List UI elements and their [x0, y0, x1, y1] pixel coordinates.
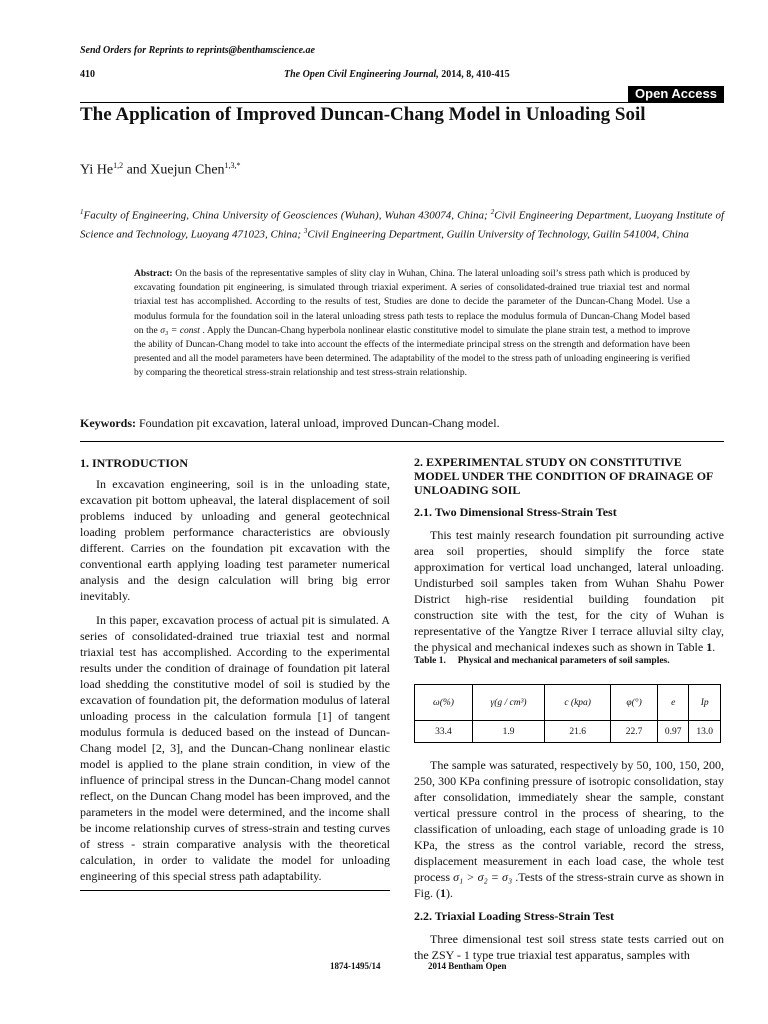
table-header-cell: γ(g / cm³) [472, 685, 544, 721]
table-cell: 22.7 [611, 721, 658, 743]
journal-reference: 2014, 8, 410-415 [438, 69, 510, 80]
table-header-cell: Ip [689, 685, 721, 721]
author-1-affil-mark: 1,2 [113, 161, 124, 170]
author-line [80, 161, 241, 179]
table-cell: 1.9 [472, 721, 544, 743]
table-header-cell: φ(°) [611, 685, 658, 721]
section-2-1-paragraph-2: The sample was saturated, respectively by 50, 100, 150, 200, 250, 300 KPa confining pressure of isotropic consolidation, stay after consolidation, immediately shear the sample, constant vertical pressure control in the process of shearing, to the classification of unloading, each stage of unloading grade is 10 KPa, the stress as the control variable, record the stress, displacement measurement in each load case, the whole test process σ₁ > σ₂ = σ₃ .Tests of the stress-strain curve as shown in Fig. (1). [414, 758, 724, 900]
right-column [414, 455, 724, 655]
affiliation-1: Faculty of Engineering, China University of Geosciences (Wuhan), Wuhan 430074, China; [83, 209, 491, 222]
table-caption-text: Physical and mechanical parameters of soil samples. [457, 656, 670, 666]
stress-inequality: σ₁ > σ₂ = σ₃ [453, 870, 513, 884]
table-cell: 21.6 [545, 721, 611, 743]
author-2-affil-mark: 1,3,* [224, 161, 241, 170]
abstract-text-1: On the basis of the representative samples of slity clay in Wuhan, China. The lateral unloading soil’s stress path which is produced by excavating foundation pit engineering, is simulated through triaxial experiment. A series of consolidated-drained true triaxial test and normal triaxial test has accomplished. According to the results of test, Studies are done to decide the parameter of the Duncan-Chang Model. Use a modulus formula for the foundation soil in the lateral unloading stress path tests to replace the modulus formula of Duncan-Chang Model based on the [134, 269, 690, 336]
affiliation-2: Civil Engineering Department, Luoyang Institute of Science and Technology, Luoyang 471023, China; [80, 209, 724, 241]
subsection-2-1-heading: 2.1. Two Dimensional Stress-Strain Test [414, 505, 617, 519]
section-2-heading: 2. EXPERIMENTAL STUDY ON CONSTITUTIVE MODEL UNDER THE CONDITION OF DRAINAGE OF UNLOADING SOIL [414, 455, 713, 497]
issn: 1874-1495/14 [330, 961, 381, 971]
right-column-continued [414, 757, 724, 963]
header-rule [80, 102, 724, 103]
table-header-cell: ω(%) [415, 685, 473, 721]
figure-ref: 1 [440, 886, 447, 900]
table-header-cell: e [657, 685, 689, 721]
affil-mark-2: 2 [490, 208, 495, 216]
column-rule [80, 890, 390, 891]
author-2: and Xuejun Chen [123, 162, 225, 178]
author-1: Yi He [80, 162, 114, 178]
table-cell: 33.4 [415, 721, 473, 743]
subsection-2-2-heading: 2.2. Triaxial Loading Stress-Strain Test [414, 909, 615, 923]
section-2-2-paragraph: Three dimensional test soil stress state tests carried out on the ZSY - 1 type true triaxial test apparatus, samples with [414, 932, 724, 962]
abstract [134, 267, 690, 381]
table-header-cell: c (kpa) [545, 685, 611, 721]
affiliation-3: Civil Engineering Department, Guilin University of Technology, Guilin 541004, China [307, 228, 689, 241]
affiliations [80, 205, 724, 243]
paper-title: The Application of Improved Duncan-Chang Model in Unloading Soil [80, 104, 646, 125]
introduction-heading: 1. INTRODUCTION [80, 456, 189, 470]
table-caption [414, 656, 670, 666]
journal-citation [284, 69, 510, 80]
affil-mark-1: 1 [80, 208, 84, 216]
intro-paragraph-1: In excavation engineering, soil is in the unloading state, excavation pit bottom upheaval, the lateral displacement of soil problems induced by unloading and general geotechnical loading problem performance characteristics are obviously different. Carries on the foundation pit excavation with the conventional earth applying loading test parameter numerical analysis and the design calculation will bring big error inevitably. [80, 477, 390, 603]
keywords [80, 416, 500, 431]
open-access-badge: Open Access [628, 86, 724, 102]
abstract-label: Abstract: [134, 269, 173, 279]
reprints-notice: Send Orders for Reprints to reprints@benthamscience.ae [80, 45, 315, 56]
table-cell: 13.0 [689, 721, 721, 743]
abstract-text-2: . Apply the Duncan-Chang hyperbola nonlinear elastic constitutive model to simulate the plane strain test, a method to improve the ability of Duncan-Chang model to take into account the effects of the intermediate principal stress on the strength and deformation have been presented and all the model parameters have been determined. The adaptability of the model to the stress path of unloading engineering is verified by comparing the theoretical stress-strain relationship and test stress-strain relationship. [134, 325, 691, 379]
left-column [80, 456, 390, 884]
keywords-text: Foundation pit excavation, lateral unload, improved Duncan-Chang model. [136, 416, 500, 430]
intro-paragraph-2: In this paper, excavation process of actual pit is simulated. A series of consolidated-drained true triaxial test and normal triaxial test has accomplished. According to the experimental results under the condition of drainage of foundation pit lateral load shedding the constitutive model of soil is studied by the excavation of foundation pit, the deformation modulus of lateral unloading process in the calculation formula [1] of tangent modulus formula is deduced based on the instead of Duncan-Chang model [2, 3], and the Duncan-Chang nonlinear elastic model is applied to the plane strain condition, in view of the influence of principal stress in the Duncan-Chang model cannot reflect, on the Duncan Chang model has been improved, and the parameters in the model were determined, and the income shall be income relationship curves of stress-strain and testing curves of stress - strain comparative analysis with the theoretical calculation, in order to validate the model for unloading engineering of this special stress path adaptability. [80, 613, 390, 883]
page-number: 410 [80, 69, 95, 80]
affil-mark-3: 3 [303, 227, 308, 236]
abstract-math: σ₃ = const [160, 325, 200, 336]
publisher: 2014 Bentham Open [428, 961, 507, 971]
table-cell: 0.97 [657, 721, 689, 743]
table-caption-label: Table 1. [414, 656, 446, 666]
soil-parameters-table [414, 684, 721, 743]
table-ref: 1 [706, 640, 713, 654]
keywords-rule [80, 441, 724, 442]
table-row [415, 721, 721, 743]
keywords-label: Keywords: [80, 416, 136, 430]
section-2-1-paragraph: This test mainly research foundation pit surrounding active area soil properties, should simplify the force state approximation for vertical load unchanged, lateral unloading. Undisturbed soil samples taken from Wuhan Shahu Power District high-rise residential building foundation pit construction site with the test, for the city of Wuhan is representative of the Yangtze River I terrace alluvial silty clay, the physical and mechanical indexes such as shown in Table 1. [414, 528, 724, 654]
table-header-row [415, 685, 721, 721]
journal-name: The Open Civil Engineering Journal, [284, 69, 439, 80]
